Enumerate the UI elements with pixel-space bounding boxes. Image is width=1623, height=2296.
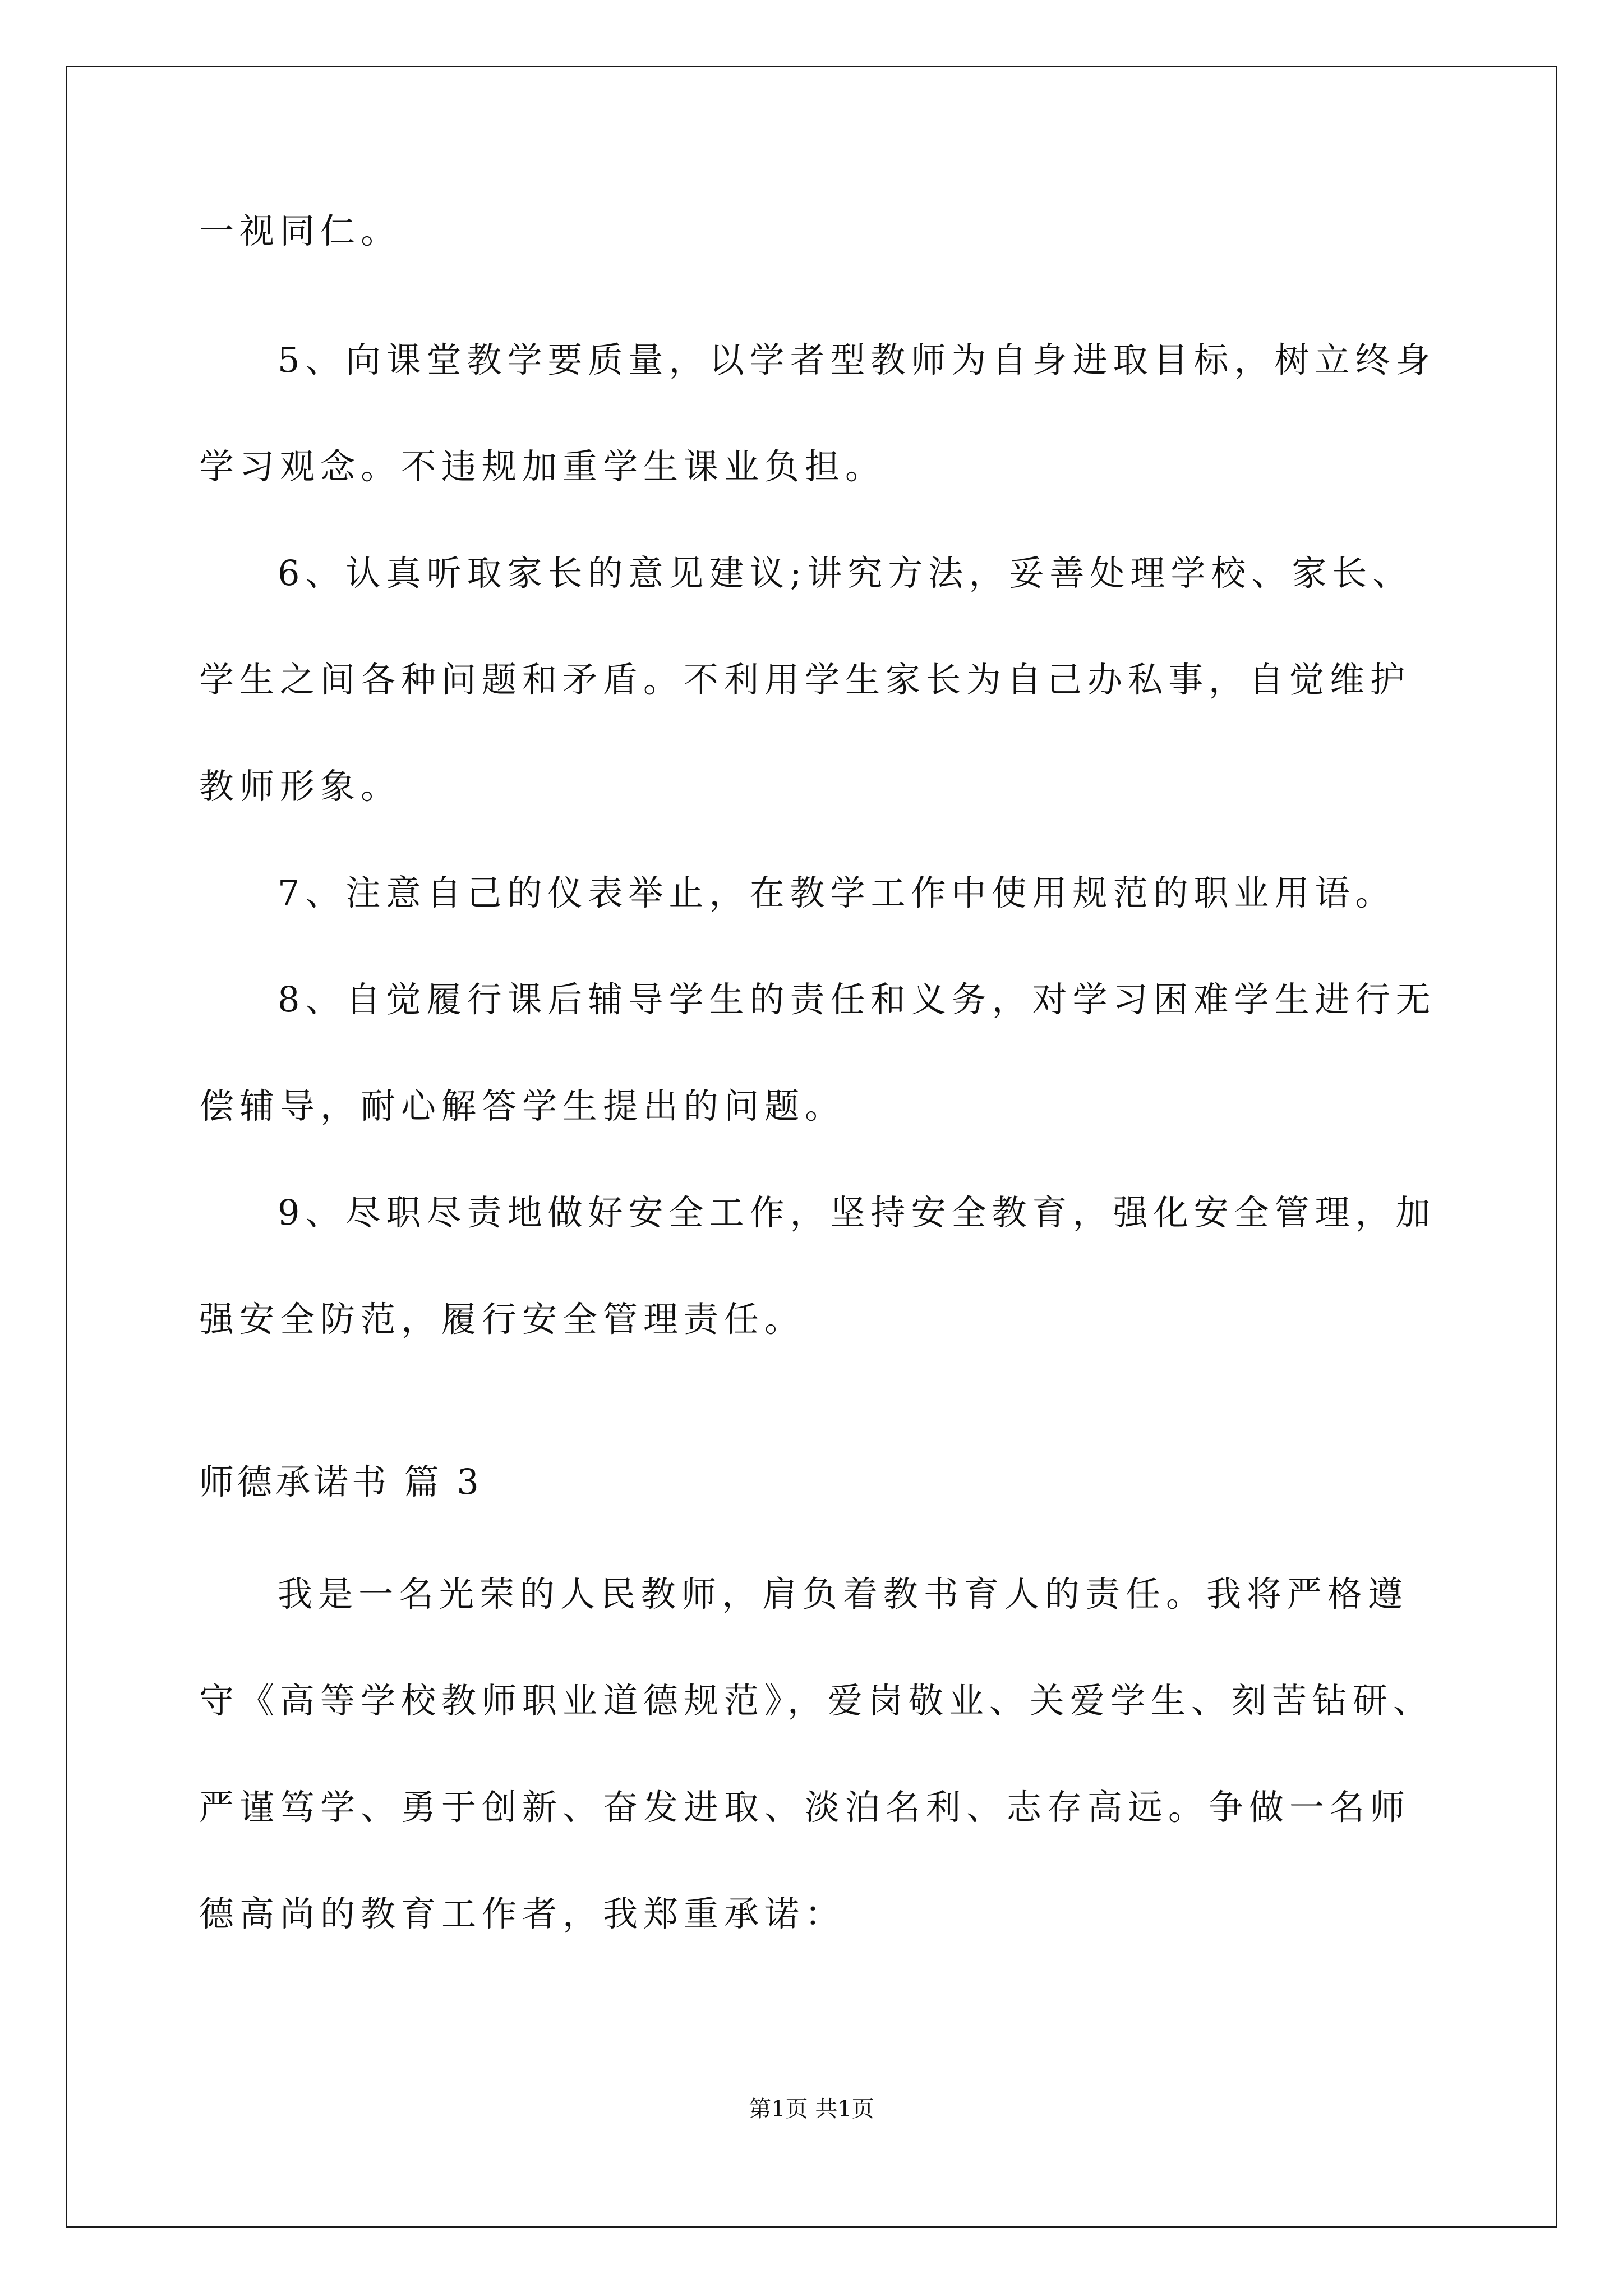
text-line: 5、向课堂教学要质量，以学者型教师为自身进取目标，树立终身 xyxy=(278,339,1436,380)
page-footer: 第1页 共1页 xyxy=(749,2096,874,2122)
text-line: 我是一名光荣的人民教师，肩负着教书育人的责任。我将严格遵 xyxy=(278,1573,1409,1614)
text-line: 德高尚的教育工作者，我郑重承诺： xyxy=(199,1893,846,1934)
text-line: 8、自觉履行课后辅导学生的责任和义务，对学习困难学生进行无 xyxy=(278,979,1436,1020)
text-line: 9、尽职尽责地做好安全工作，坚持安全教育，强化安全管理，加 xyxy=(278,1192,1436,1233)
section-heading: 师德承诺书 篇 3 xyxy=(199,1461,482,1502)
text-line: 学生之间各种问题和矛盾。不利用学生家长为自己办私事，自觉维护 xyxy=(199,659,1411,700)
text-line: 强安全防范，履行安全管理责任。 xyxy=(199,1299,805,1340)
text-line: 严谨笃学、勇于创新、奋发进取、淡泊名利、志存高远。争做一名师 xyxy=(199,1787,1411,1828)
text-line: 偿辅导，耐心解答学生提出的问题。 xyxy=(199,1085,846,1126)
text-line: 学习观念。不违规加重学生课业负担。 xyxy=(199,446,886,487)
text-line: 一视同仁。 xyxy=(199,210,402,251)
text-line: 6、认真听取家长的意见建议;讲究方法，妥善处理学校、家长、 xyxy=(278,553,1413,593)
text-line: 7、注意自己的仪表举止，在教学工作中使用规范的职业用语。 xyxy=(278,872,1396,913)
text-line: 守《高等学校教师职业道德规范》，爱岗敬业、关爱学生、刻苦钻研、 xyxy=(199,1680,1434,1721)
text-line: 教师形象。 xyxy=(199,766,402,807)
